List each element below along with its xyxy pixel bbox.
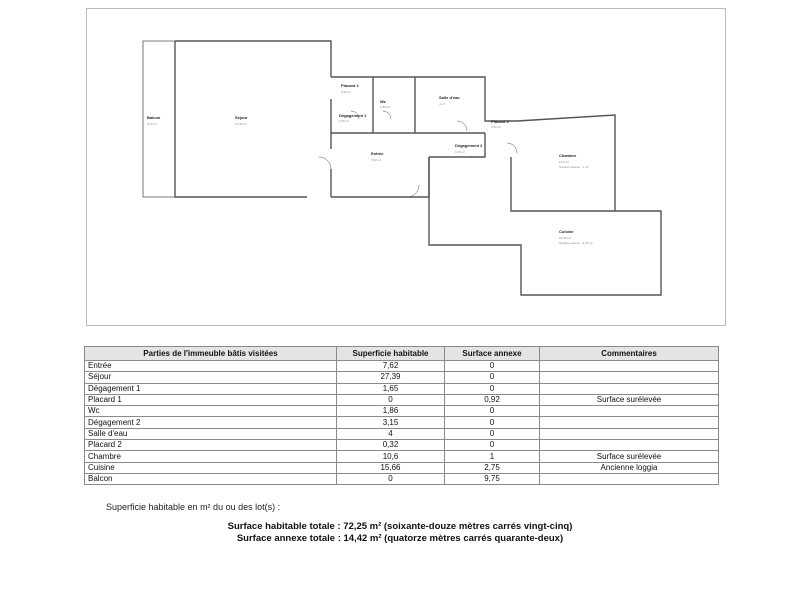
plan-label-placard2: Placard 2: [491, 119, 509, 124]
cell-annexe: 0: [445, 361, 540, 372]
cell-comment: [540, 406, 719, 417]
cell-habitable: 4: [337, 428, 445, 439]
interior-wall: [331, 157, 429, 197]
sejour-wall: [175, 41, 331, 77]
cell-comment: Surface surélevée: [540, 451, 719, 462]
header-superficie: Superficie habitable: [337, 347, 445, 361]
total-habitable: Surface habitable totale : 72,25 m² (soixante-douze mètres carrés vingt-cinq): [227, 521, 573, 532]
cell-part: Wc: [85, 406, 337, 417]
plan-label-balcon: Balcon: [147, 115, 161, 120]
plan-area-placard2: 0,32 m²: [491, 125, 502, 129]
cell-habitable: 7,62: [337, 361, 445, 372]
cell-habitable: 0,32: [337, 440, 445, 451]
cell-habitable: 10,6: [337, 451, 445, 462]
cuisine-wall: [429, 157, 661, 295]
header-annexe: Surface annexe: [445, 347, 540, 361]
door-arc: [319, 157, 331, 169]
table-row: [85, 428, 719, 439]
total-annexe: Surface annexe totale : 14,42 m² (quatorze mètres carrés quarante-deux): [236, 533, 564, 544]
cell-habitable: 1,86: [337, 406, 445, 417]
cell-annexe: 0: [445, 440, 540, 451]
plan-label-sejour: Séjour: [235, 115, 248, 120]
plan-area-chambre: 10,6 m²: [559, 160, 570, 164]
cell-comment: [540, 361, 719, 372]
cell-habitable: 0: [337, 473, 445, 484]
cell-annexe: 0: [445, 428, 540, 439]
plan-label-wc: Wc: [380, 99, 386, 104]
table-row: [85, 417, 719, 428]
cell-comment: Surface surélevée: [540, 394, 719, 405]
door-arc: [407, 185, 419, 197]
cell-comment: [540, 417, 719, 428]
plan-area-salle-eau: 4 m²: [439, 102, 445, 106]
floor-plan: [86, 8, 726, 326]
table-row: [85, 440, 719, 451]
plan-label-entree: Entrée: [371, 151, 384, 156]
cell-comment: [540, 440, 719, 451]
cell-annexe: 0: [445, 417, 540, 428]
plan-area-sejour: 27,39 m²: [235, 122, 247, 126]
table-row: [85, 451, 719, 462]
cell-part: Placard 2: [85, 440, 337, 451]
cell-part: Salle d'eau: [85, 428, 337, 439]
door-arc: [507, 143, 517, 153]
cell-annexe: 0,92: [445, 394, 540, 405]
cell-comment: Ancienne loggia: [540, 462, 719, 473]
plan-extra-cuisine: Surface annexe : 2,75 m²: [559, 241, 593, 245]
table-row: [85, 462, 719, 473]
cell-part: Entrée: [85, 361, 337, 372]
surface-table: [84, 346, 719, 485]
plan-area-cuisine: 15,66 m²: [559, 236, 571, 240]
header-parties: Parties de l'immeuble bâtis visitées: [85, 347, 337, 361]
superficie-note: Superficie habitable en m² du ou des lot(s) :: [106, 502, 281, 512]
floor-plan-drawing: [87, 9, 727, 327]
cell-comment: [540, 473, 719, 484]
cell-annexe: 9,75: [445, 473, 540, 484]
plan-area-balcon: 9,75 m²: [147, 122, 158, 126]
door-arc: [457, 121, 467, 131]
cell-comment: [540, 428, 719, 439]
cell-habitable: 15,66: [337, 462, 445, 473]
cell-annexe: 2,75: [445, 462, 540, 473]
plan-label-salle-eau: Salle d'eau: [439, 95, 460, 100]
header-commentaires: Commentaires: [540, 347, 719, 361]
plan-label-cuisine: Cuisine: [559, 229, 574, 234]
plan-area-degagement1: 1,65 m²: [339, 119, 350, 123]
plan-label-chambre: Chambre: [559, 153, 577, 158]
cell-part: Placard 1: [85, 394, 337, 405]
plan-area-entree: 7,62 m²: [371, 158, 382, 162]
plan-area-wc: 1,86 m²: [380, 105, 391, 109]
table-header-row: [85, 347, 719, 361]
cell-annexe: 0: [445, 372, 540, 383]
cell-habitable: 1,65: [337, 383, 445, 394]
cell-annexe: 1: [445, 451, 540, 462]
cell-part: Chambre: [85, 451, 337, 462]
table-row: [85, 372, 719, 383]
cell-habitable: 27,39: [337, 372, 445, 383]
table-row: [85, 383, 719, 394]
plan-label-placard1: Placard 1: [341, 83, 359, 88]
plan-extra-chambre: Surface annexe : 1 m²: [559, 165, 589, 169]
cell-part: Dégagement 1: [85, 383, 337, 394]
cell-part: Cuisine: [85, 462, 337, 473]
plan-area-placard1: 0,92 m²: [341, 90, 352, 94]
cell-annexe: 0: [445, 406, 540, 417]
cell-part: Dégagement 2: [85, 417, 337, 428]
plan-label-degagement1: Dégagement 1: [339, 113, 367, 118]
table-row: [85, 394, 719, 405]
table-row: [85, 406, 719, 417]
door-arc: [383, 111, 391, 119]
cell-habitable: 0: [337, 394, 445, 405]
table-row: [85, 361, 719, 372]
plan-area-degagement2: 3,15 m²: [455, 150, 466, 154]
table-row: [85, 473, 719, 484]
cell-comment: [540, 372, 719, 383]
cell-habitable: 3,15: [337, 417, 445, 428]
cell-annexe: 0: [445, 383, 540, 394]
cell-part: Balcon: [85, 473, 337, 484]
cell-part: Séjour: [85, 372, 337, 383]
plan-label-degagement2: Dégagement 2: [455, 143, 483, 148]
cell-comment: [540, 383, 719, 394]
